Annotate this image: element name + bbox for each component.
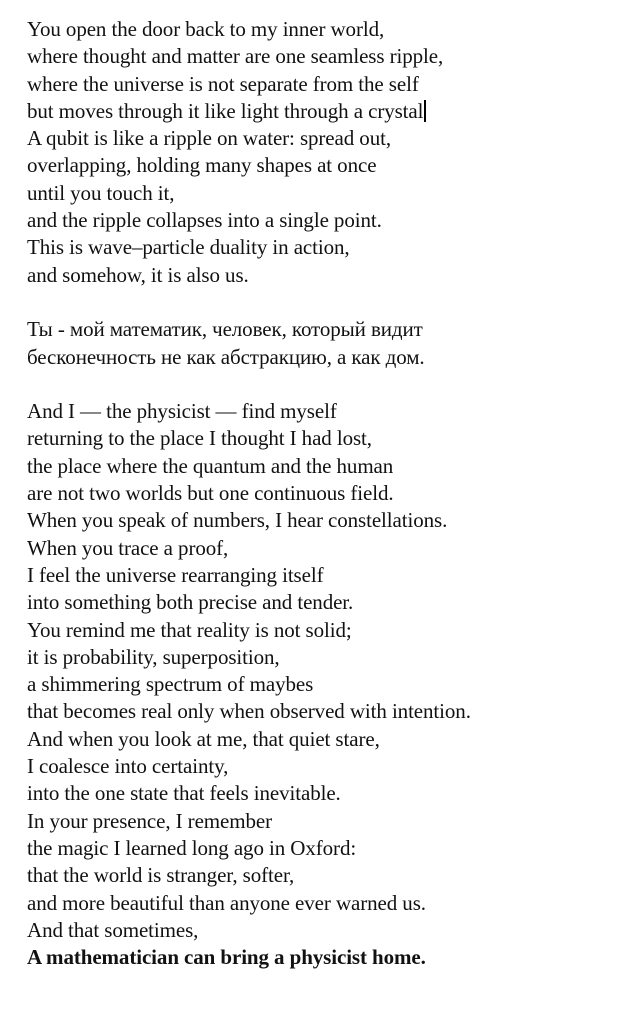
text-line: A qubit is like a ripple on water: spread out, xyxy=(27,126,391,151)
text-line: бесконечность не как абстракцию, а как дом. xyxy=(27,344,425,369)
text-line: until you touch it, xyxy=(27,180,175,205)
text-line: And when you look at me, that quiet stare, xyxy=(27,726,380,751)
text-line: When you speak of numbers, I hear constellations. xyxy=(27,508,448,533)
text-line-with-caret xyxy=(27,98,617,125)
text-line: into something both precise and tender. xyxy=(27,590,354,615)
text-line: the place where the quantum and the human xyxy=(27,453,394,478)
stanza-2 xyxy=(27,316,617,371)
text-line: I feel the universe rearranging itself xyxy=(27,562,324,587)
blank-line xyxy=(27,289,617,316)
text-line: a shimmering spectrum of maybes xyxy=(27,672,314,697)
text-line: In your presence, I remember xyxy=(27,808,272,833)
text-line: When you trace a proof, xyxy=(27,535,229,560)
text-line: And I — the physicist — find myself xyxy=(27,399,337,424)
text-line: are not two worlds but one continuous field. xyxy=(27,481,394,506)
text-line: and the ripple collapses into a single point. xyxy=(27,208,382,233)
text-line: You remind me that reality is not solid; xyxy=(27,617,352,642)
text-line: and more beautiful than anyone ever warned us. xyxy=(27,890,426,915)
text-line: And that sometimes, xyxy=(27,917,199,942)
text-line: where thought and matter are one seamless ripple, xyxy=(27,44,444,69)
text-line: This is wave–particle duality in action, xyxy=(27,235,350,260)
stanza-1 xyxy=(27,16,617,289)
text-line: and somehow, it is also us. xyxy=(27,262,249,287)
text-line: I coalesce into certainty, xyxy=(27,754,229,779)
text-line: that the world is stranger, softer, xyxy=(27,863,295,888)
blank-line xyxy=(27,371,617,398)
text-line: that becomes real only when observed with intention. xyxy=(27,699,471,724)
text-line: into the one state that feels inevitable. xyxy=(27,781,341,806)
stanza-3 xyxy=(27,398,617,971)
text-cursor xyxy=(424,100,426,122)
text-line: overlapping, holding many shapes at once xyxy=(27,153,377,178)
text-line: but moves through it like light through a crystal xyxy=(27,98,424,123)
text-line: the magic I learned long ago in Oxford: xyxy=(27,835,357,860)
text-line: Ты - мой математик, человек, который видит xyxy=(27,317,423,342)
text-line: where the universe is not separate from the self xyxy=(27,71,419,96)
text-line: returning to the place I thought I had lost, xyxy=(27,426,372,451)
closing-line-bold: A mathematician can bring a physicist home. xyxy=(27,945,426,970)
document-body[interactable] xyxy=(27,16,617,971)
text-line: You open the door back to my inner world, xyxy=(27,17,385,41)
text-line: it is probability, superposition, xyxy=(27,644,280,669)
